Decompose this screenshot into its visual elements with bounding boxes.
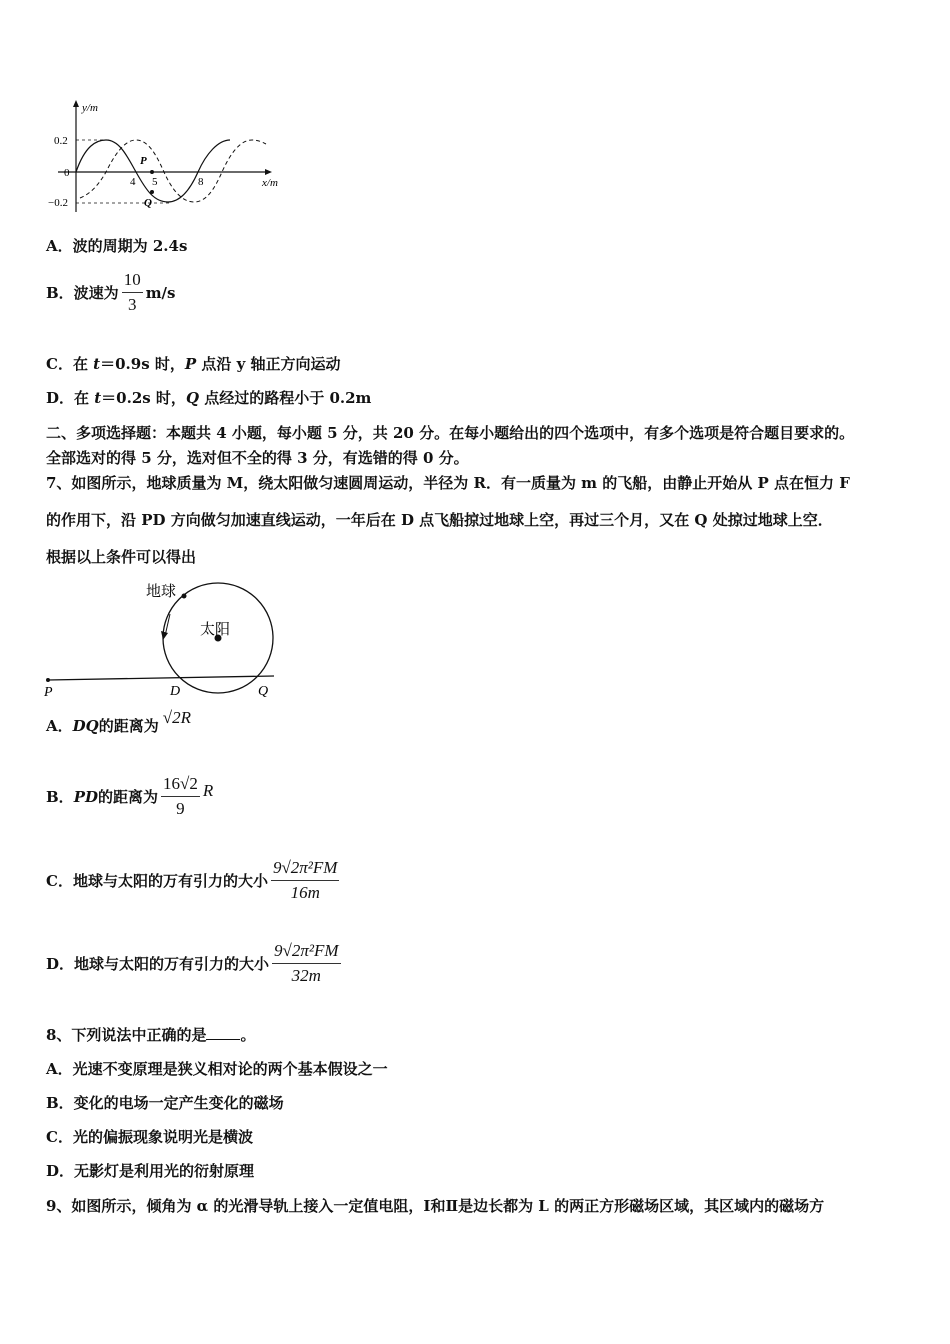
x-tick-5: 5 <box>152 176 158 188</box>
section2-line2: 全部选对的得 5 分，选对但不全的得 3 分，有选错的得 0 分。 <box>46 449 469 467</box>
x-tick-4: 4 <box>130 176 136 188</box>
q9-stem-line1: 9、如图所示，倾角为 α 的光滑导轨上接入一定值电阻，Ⅰ和Ⅱ是边长都为 L 的两正方形磁场区域，其区域内的磁场方 <box>46 1197 825 1215</box>
q7-stem-line2: 的作用下，沿 PD 方向做匀加速直线运动，一年后在 D 点飞船掠过地球上空，再过三个月，又在 Q 处掠过地球上空． <box>46 511 833 529</box>
point-p-label: P <box>140 155 147 167</box>
q7-option-c-fraction: $\frac{\text{9√2π²FM}}{16m}$ <box>272 858 338 902</box>
q6-option-b-prefix: B．波速为 <box>46 283 119 302</box>
section2-line1: 二、多项选择题：本题共 4 小题，每小题 5 分，共 20 分。在每小题给出的四个选项中，有多个选项是符合题目要求的。 <box>46 424 855 442</box>
q6-option-d: D．在 t＝0.2s 时，Q 点经过的路程小于 0.2m <box>46 389 372 407</box>
q7-stem-line3: 根据以上条件可以得出 <box>46 548 197 566</box>
y-tick-zero: 0 <box>64 167 70 179</box>
wave-dashed <box>80 140 266 202</box>
q6-option-a: A．波的周期为 2.4s <box>46 237 188 255</box>
q8-option-a: A．光速不变原理是狭义相对论的两个基本假设之一 <box>46 1060 388 1078</box>
q8-option-b: B．变化的电场一定产生变化的磁场 <box>46 1094 284 1112</box>
q7-option-d: D．地球与太阳的万有引力的大小 $\frac{\text{9√2π²FM}}{32m}$ <box>46 941 339 985</box>
point-p-label: P <box>44 685 53 700</box>
earth-dot <box>182 594 187 599</box>
wave-figure <box>40 98 290 216</box>
q7-stem-line1: 7、如图所示，地球质量为 M，绕太阳做匀速圆周运动，半径为 R．有一质量为 m 的飞船，由静止开始从 P 点在恒力 F <box>46 474 850 492</box>
y-tick-top: 0.2 <box>54 135 68 147</box>
q8-option-d: D．无影灯是利用光的衍射原理 <box>46 1162 255 1180</box>
q7-option-b: B． PD 的距离为 $\frac{16√2}{9}$ R <box>46 774 214 818</box>
x-tick-8: 8 <box>198 176 204 188</box>
point-p-dot <box>46 678 50 682</box>
sun-label: 太阳 <box>200 622 231 638</box>
q8-stem: 8、下列说法中正确的是 。 <box>46 1026 256 1044</box>
q6-option-b-unit: m/s <box>145 283 176 302</box>
point-q-label: Q <box>144 197 152 209</box>
q7-option-a: A． DQ 的距离为 √2R <box>46 708 191 735</box>
point-q-label: Q <box>258 684 269 699</box>
y-axis-label: y/m <box>82 102 98 114</box>
earth-label: 地球 <box>146 584 177 600</box>
orbit-direction-arrow <box>161 631 168 640</box>
q6-option-c: C．在 t＝0.9s 时，P 点沿 y 轴正方向运动 <box>46 355 341 373</box>
orbit-figure <box>40 576 290 700</box>
answer-blank[interactable] <box>206 1025 240 1040</box>
q6-option-b-numerator: 10 <box>122 270 143 293</box>
flight-path-line <box>48 676 274 680</box>
q6-option-b <box>46 270 175 315</box>
q7-option-b-fraction: $\frac{16√2}{9}$ <box>163 774 198 818</box>
q6-option-b-denominator: 3 <box>127 295 137 314</box>
q7-option-d-fraction: $\frac{\text{9√2π²FM}}{32m}$ <box>274 941 339 985</box>
y-tick-bottom: −0.2 <box>48 197 68 209</box>
x-axis-label: x/m <box>262 177 278 189</box>
q8-option-c: C．光的偏振现象说明光是横波 <box>46 1128 253 1146</box>
point-d-label: D <box>170 684 181 699</box>
q7-option-c: C．地球与太阳的万有引力的大小 $\frac{\text{9√2π²FM}}{16m}$ <box>46 858 338 902</box>
q7-option-a-math: √2R <box>162 708 191 727</box>
q6-option-b-fraction <box>122 270 143 315</box>
